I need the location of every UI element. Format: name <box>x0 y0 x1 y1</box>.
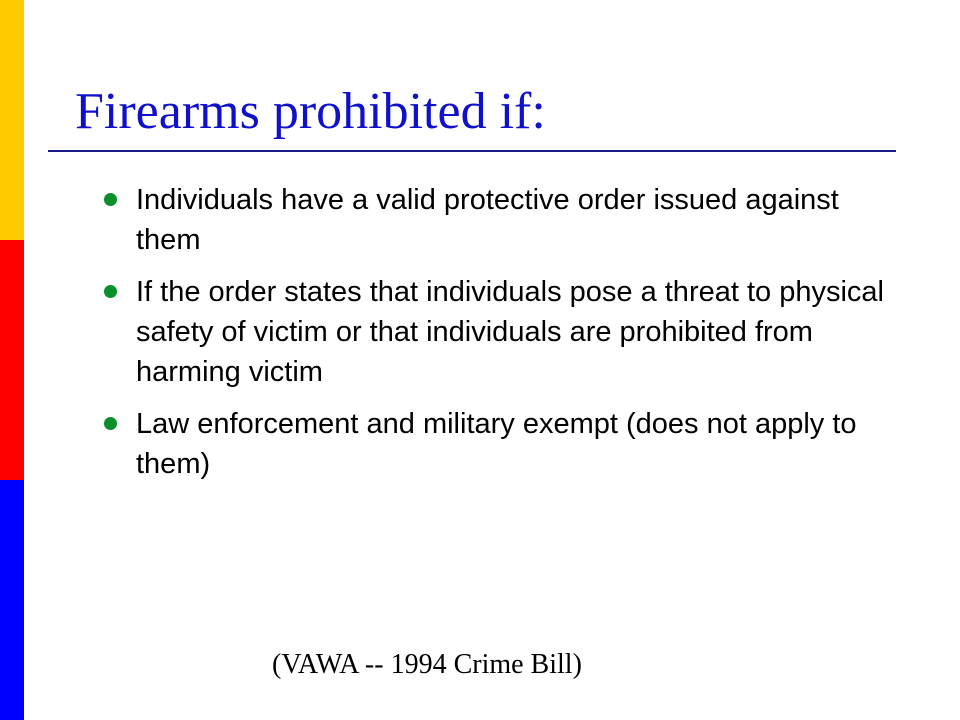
bullet-text: If the order states that individuals pose a threat to physical safety of victim or that individuals are prohibited from harming victim <box>136 276 884 388</box>
bullet-item <box>100 404 900 484</box>
bullet-item <box>100 272 900 392</box>
accent-bar-red <box>0 240 24 480</box>
citation: (VAWA -- 1994 Crime Bill) <box>272 649 582 680</box>
bullet-item <box>100 180 900 260</box>
slide-title: Firearms prohibited if: <box>75 83 546 140</box>
bullet-list <box>100 180 900 496</box>
accent-bar-yellow <box>0 0 24 240</box>
bullet-dot-icon <box>104 417 117 430</box>
bullet-text: Individuals have a valid protective order issued against them <box>136 184 839 256</box>
bullet-dot-icon <box>104 285 117 298</box>
bullet-text: Law enforcement and military exempt (does not apply to them) <box>136 408 857 480</box>
title-divider <box>48 150 896 152</box>
accent-bar-blue <box>0 480 24 720</box>
bullet-dot-icon <box>104 193 117 206</box>
